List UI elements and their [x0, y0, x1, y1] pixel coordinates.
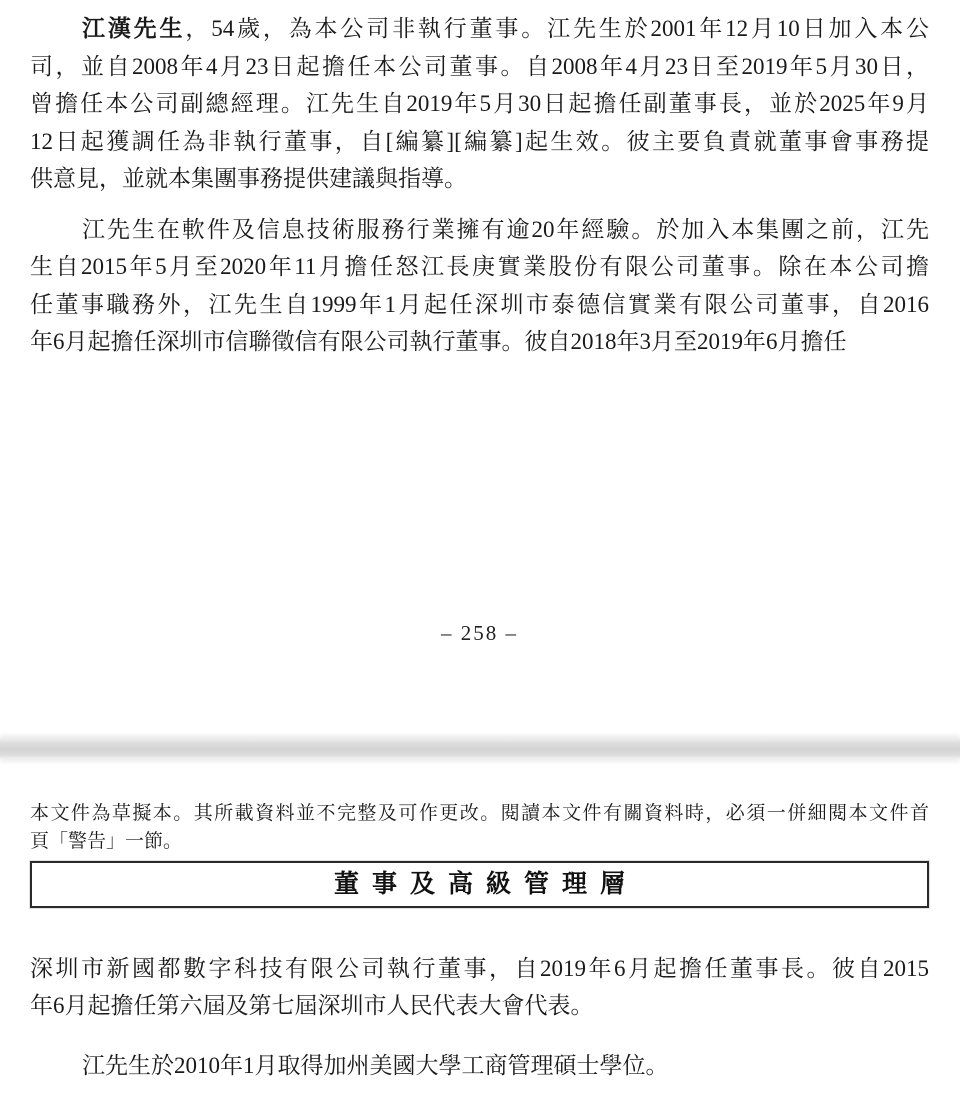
director-bio-paragraph-3 [30, 950, 929, 1025]
director-bio-paragraph-2 [30, 211, 929, 361]
section-heading-box [30, 861, 929, 908]
bio-line: 司，並自2008年4月23日起擔任本公司董事。自2008年4月23日至2019年5月30日， [30, 53, 929, 79]
bio-line: 12日起獲調任為非執行董事，自[編纂][編纂]起生效。彼主要負責就董事會事務提 [30, 128, 929, 154]
pdf-page-previous [0, 10, 960, 652]
bio-line: 深圳市新國都數字科技有限公司執行董事，自2019年6月起擔任董事長。彼自2015 [30, 955, 929, 981]
pdf-page-next [0, 800, 960, 1085]
bio-line: 江先生在軟件及信息技術服務行業擁有逾20年經驗。於加入本集團之前，江先 [82, 216, 929, 242]
bio-line-text: ，54歲，為本公司非執行董事。江先生於2001年12月10日加入本公 [185, 16, 929, 41]
bio-line: 生自2015年5月至2020年11月擔任怒江長庚實業股份有限公司董事。除在本公司擔 [30, 254, 929, 279]
director-bio-paragraph-4 [30, 1047, 929, 1085]
bio-line: 江先生於2010年1月取得加州美國大學工商管理碩士學位。 [82, 1052, 669, 1078]
director-bio-paragraph-1 [30, 10, 929, 198]
bio-line: 曾擔任本公司副總經理。江先生自2019年5月30日起擔任副董事長，並於2025年9月 [30, 91, 929, 116]
bio-line: 供意見，並就本集團事務提供建議與指導。 [30, 166, 467, 191]
bio-line: 年6月起擔任第六屆及第七屆深圳市人民代表大會代表。 [30, 993, 594, 1018]
pdf-page-separator [0, 738, 960, 759]
disclaimer-line: 頁「警告」一節。 [30, 830, 183, 852]
disclaimer-line: 本文件為草擬本。其所載資料並不完整及可作更改。閱讀本文件有關資料時，必須一併細閱本文件首 [30, 802, 929, 824]
page-number: – 258 – [441, 620, 518, 645]
bio-line [30, 10, 929, 48]
draft-disclaimer [30, 800, 929, 856]
director-name: 江漢先生 [82, 16, 186, 41]
bio-line: 年6月起擔任深圳市信聯徵信有限公司執行董事。彼自2018年3月至2019年6月擔任 [30, 329, 847, 354]
bio-line: 任董事職務外，江先生自1999年1月起任深圳市泰德信實業有限公司董事，自2016 [30, 291, 929, 317]
section-heading: 董事及高級管理層 [333, 870, 638, 898]
